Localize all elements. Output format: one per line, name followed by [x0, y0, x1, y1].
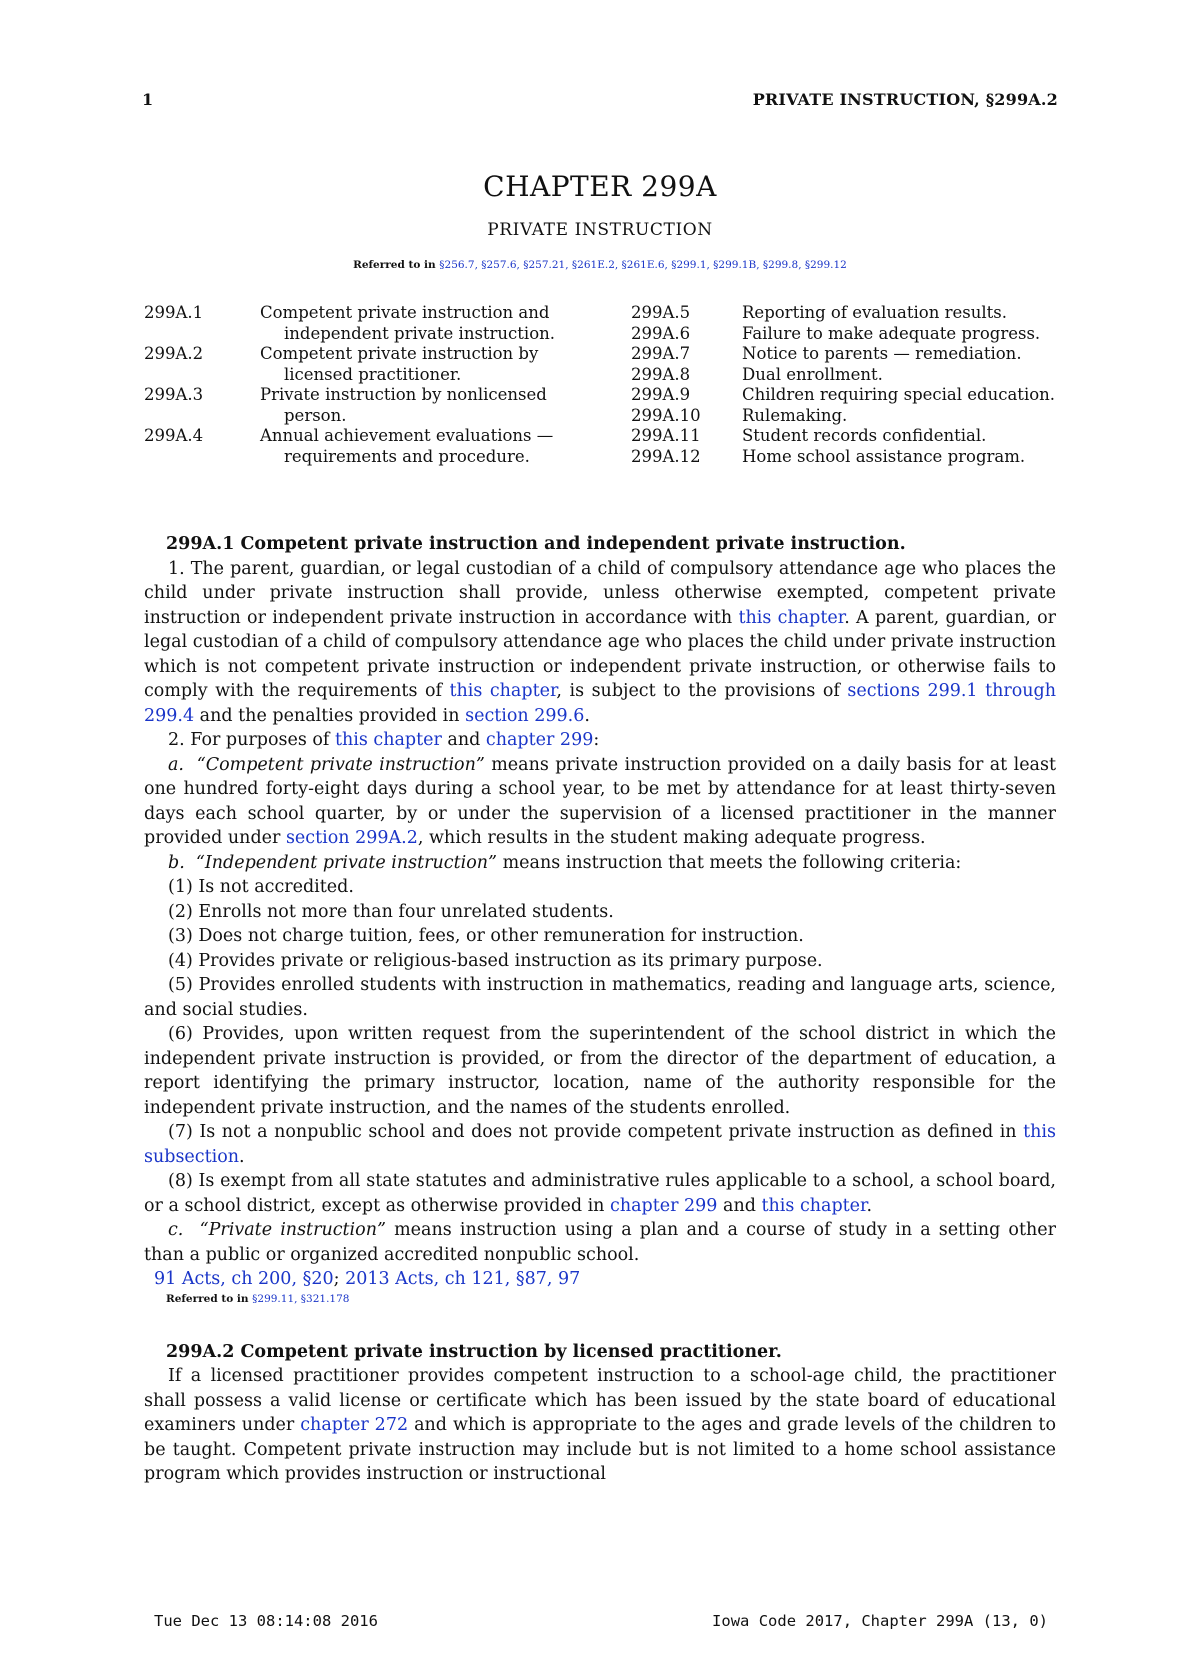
link-chapter-299[interactable]: chapter 299	[610, 1195, 718, 1216]
toc-number: 299A.10	[631, 405, 701, 425]
link-this-subsection[interactable]: this subsection	[144, 1122, 1056, 1167]
link-section-299a-2[interactable]: section 299A.2	[285, 828, 418, 848]
para-label: b.	[168, 852, 185, 873]
text: 1. The parent, guardian, or legal custodian of a child of compulsory attendance age who places the child under private instruction shall provide, unless otherwise exempted, competent private instruction or independent private instruction in accordance with	[144, 558, 1056, 628]
text: means private instruction provided on a daily basis for at least one hundred forty-eight days during a school year, to be met by attendance for at least thirty-seven days each school quarter, by or under the supervision of a licensed practitioner in the manner provided under	[144, 754, 1056, 848]
section-history	[144, 1267, 1056, 1292]
link-chapter-272[interactable]: chapter 272	[300, 1415, 409, 1435]
text: and	[441, 730, 486, 750]
criterion-4: (4) Provides private or religious-based instruction as its primary purpose.	[168, 950, 823, 971]
text: means instruction that meets the following criteria:	[497, 852, 962, 873]
criterion-8	[144, 1169, 1056, 1218]
text: .	[239, 1146, 245, 1167]
link-sections-299-1-299-4[interactable]: sections 299.1 through 299.4	[144, 681, 1057, 726]
toc-number: 299A.9	[631, 385, 691, 404]
toc-text: Private instruction by nonlicensed person.	[260, 385, 547, 425]
referred-links[interactable]: §256.7, §257.6, §257.21, §261E.2, §261E.6, §299.1, §299.1B, §299.8, §299.12	[439, 259, 847, 271]
section-heading-299a-2: 299A.2 Competent private instruction by licensed practitioner.	[166, 1341, 782, 1362]
toc-text: Student records confidential.	[742, 426, 987, 445]
link-this-chapter[interactable]: this chapter	[449, 681, 557, 701]
criterion-3: (3) Does not charge tuition, fees, or other remuneration for instruction.	[168, 926, 804, 946]
paragraph-c	[144, 1218, 1056, 1267]
link-this-chapter[interactable]: this chapter	[334, 730, 442, 750]
text: and	[717, 1195, 762, 1216]
history-link[interactable]: 91 Acts, ch 200, §20	[154, 1269, 334, 1289]
toc-text: Dual enrollment.	[742, 364, 883, 384]
toc-number: 299A.7	[631, 344, 691, 363]
toc-text: Notice to parents — remediation.	[742, 344, 1022, 363]
toc-item[interactable]	[144, 385, 604, 426]
defined-term: “Competent private instruction”	[196, 754, 485, 775]
criterion-7	[144, 1120, 1056, 1169]
toc-item[interactable]	[631, 406, 1071, 427]
toc-text: Annual achievement evaluations — requirements and procedure.	[260, 426, 554, 466]
toc-item[interactable]	[144, 426, 604, 467]
subsection-1	[144, 557, 1056, 729]
toc-item[interactable]	[144, 344, 604, 385]
defined-term: “Private instruction”	[199, 1220, 386, 1240]
text: .	[866, 1195, 873, 1216]
chapter-title: CHAPTER 299A	[483, 170, 717, 203]
text: If a licensed practitioner provides competent instruction to a school-age child, the practitioner shall possess a valid license or certificate which has been issued by the state board of educational examiners under	[144, 1366, 1056, 1435]
history-link[interactable]: 2013 Acts, ch 121, §87, 97	[345, 1269, 581, 1289]
text: (8) Is exempt from all state statutes and administrative rules applicable to a school, a school board, or a school district, except as otherwise provided in	[144, 1171, 1056, 1216]
toc-text: Competent private instruction by licensed practitioner.	[260, 344, 539, 384]
page-number: 1	[142, 90, 154, 109]
para-label: a.	[168, 754, 184, 775]
referred-label: Referred to in	[353, 259, 440, 271]
text: (7) Is not a nonpublic school and does not provide competent private instruction as defined in	[168, 1122, 1024, 1142]
toc-text: Home school assistance program.	[742, 446, 1026, 466]
text: 2. For purposes of	[168, 730, 335, 750]
paragraph-a	[144, 753, 1056, 851]
text: :	[593, 730, 600, 750]
text: means instruction using a plan and a course of study in a setting other than a public or organized accredited nonpublic school.	[144, 1220, 1056, 1265]
para-label: c.	[168, 1220, 184, 1240]
toc-number: 299A.2	[144, 344, 204, 363]
history-separator: ;	[333, 1269, 346, 1289]
link-section-299-6[interactable]: section 299.6	[465, 705, 585, 726]
toc-left-column	[144, 303, 604, 467]
chapter-subtitle: PRIVATE INSTRUCTION	[487, 220, 713, 240]
criterion-1: (1) Is not accredited.	[168, 877, 354, 897]
defined-term: “Independent private instruction”	[195, 852, 497, 873]
text: , is subject to the provisions of	[556, 681, 848, 701]
toc-right-column	[631, 303, 1071, 467]
text: .	[584, 705, 590, 726]
text: . A parent, guardian, or legal custodian of a child of compulsory attendance age who places the child under private instruction which is not competent private instruction or independent private instruction, or otherwise fails to comply with the requirements of	[144, 607, 1057, 701]
toc-text: Competent private instruction and independent private instruction.	[260, 303, 556, 343]
link-this-chapter[interactable]: this chapter	[738, 607, 845, 628]
toc-item[interactable]	[631, 324, 1071, 345]
text: and which is appropriate to the ages and grade levels of the children to be taught. Competent private instruction may include but is not limited to a home school assistance program which provides instruction or instructional	[144, 1415, 1056, 1484]
section-referred-to	[144, 1292, 1056, 1306]
toc-text: Children requiring special education.	[742, 385, 1056, 404]
criterion-6: (6) Provides, upon written request from the superintendent of the school district in which the independent private instruction is provided, or from the director of the department of education, a report identifying the primary instructor, location, name of the authority responsible for the independent private instruction, and the names of the students enrolled.	[144, 1024, 1056, 1118]
toc-number: 299A.4	[144, 426, 204, 445]
toc-number: 299A.3	[144, 385, 204, 404]
toc-item[interactable]	[631, 385, 1071, 406]
text: , which results in the student making adequate progress.	[417, 828, 926, 848]
toc-number: 299A.5	[631, 303, 691, 322]
toc-number: 299A.6	[631, 323, 691, 343]
running-title: PRIVATE INSTRUCTION, §299A.2	[752, 90, 1058, 109]
footer-timestamp: Tue Dec 13 08:14:08 2016	[154, 1612, 378, 1630]
text: and the penalties provided in	[194, 705, 466, 726]
referred-label: Referred to in	[166, 1292, 253, 1305]
toc-number: 299A.8	[631, 364, 691, 384]
paragraph-b	[144, 851, 1056, 876]
subsection-2	[144, 728, 1056, 753]
toc-item[interactable]	[631, 426, 1071, 447]
toc-text: Failure to make adequate progress.	[742, 323, 1041, 343]
chapter-referred-to	[0, 259, 1200, 271]
toc-text: Reporting of evaluation results.	[742, 303, 1007, 322]
criterion-2: (2) Enrolls not more than four unrelated students.	[168, 901, 614, 922]
statute-body	[144, 532, 1056, 1487]
toc-number: 299A.12	[631, 446, 701, 466]
link-this-chapter[interactable]: this chapter	[761, 1195, 867, 1216]
toc-item[interactable]	[631, 303, 1071, 324]
toc-text: Rulemaking.	[742, 405, 848, 425]
footer-source: Iowa Code 2017, Chapter 299A (13, 0)	[712, 1612, 1048, 1630]
section-299a-2-paragraph	[144, 1364, 1056, 1487]
link-chapter-299[interactable]: chapter 299	[485, 730, 594, 750]
toc-item[interactable]	[631, 447, 1071, 468]
toc-item[interactable]	[631, 344, 1071, 365]
toc-number: 299A.1	[144, 303, 204, 322]
criterion-5: (5) Provides enrolled students with instruction in mathematics, reading and language arts, science, and social studies.	[144, 975, 1056, 1020]
toc-item[interactable]	[144, 303, 604, 344]
section-heading-299a-1: 299A.1 Competent private instruction and independent private instruction.	[166, 534, 906, 554]
toc-number: 299A.11	[631, 426, 701, 445]
toc-item[interactable]	[631, 365, 1071, 386]
referred-links[interactable]: §299.11, §321.178	[252, 1292, 350, 1305]
